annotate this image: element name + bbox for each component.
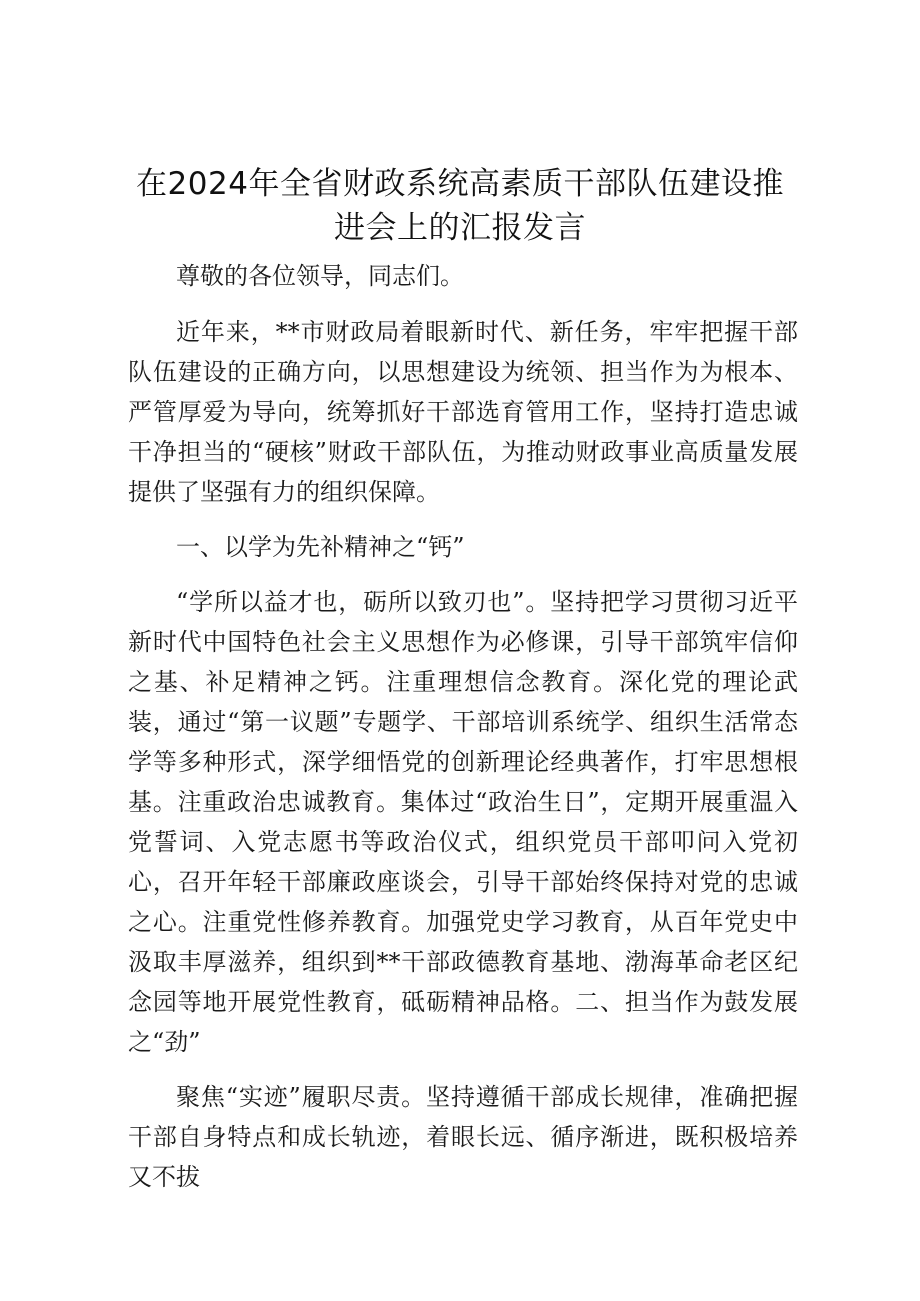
title-line-2: 进会上的汇报发言 bbox=[334, 210, 586, 246]
document-body bbox=[128, 256, 798, 1212]
section-1-paragraph: “学所以益才也，砺所以致刃也”。坚持把学习贯彻习近平新时代中国特色社会主义思想作为必修课，引导干部筑牢信仰之基、补足精神之钙。注重理想信念教育。深化党的理论武装，通过“第一议题”专题学、干部培训系统学、组织生活常态学等多种形式，深学细悟党的创新理论经典著作，打牢思想根基。注重政治忠诚教育。集体过“政治生日”，定期开展重温入党誓词、入党志愿书等政治仪式，组织党员干部叩问入党初心，召开年轻干部廉政座谈会，引导干部始终保持对党的忠诚之心。注重党性修养教育。加强党史学习教育，从百年党史中汲取丰厚滋养，组织到**干部政德教育基地、渤海革命老区纪念园等地开展党性教育，砥砺精神品格。二、担当作为鼓发展之“劲” bbox=[128, 588, 798, 1056]
section-2-paragraph: 聚焦“实迹”履职尽责。坚持遵循干部成长规律，准确把握干部自身特点和成长轨迹，着眼长远、循序渐进，既积极培养又不拔 bbox=[128, 1083, 798, 1191]
greeting-paragraph: 尊敬的各位领导，同志们。 bbox=[176, 262, 464, 290]
section-heading-1: 一、以学为先补精神之“钙” bbox=[176, 533, 465, 561]
document-title bbox=[120, 162, 800, 250]
title-line-1: 在2024年全省财政系统高素质干部队伍建设推 bbox=[136, 166, 784, 202]
intro-paragraph: 近年来，**市财政局着眼新时代、新任务，牢牢把握干部队伍建设的正确方向，以思想建设为统领、担当作为为根本、严管厚爱为导向，统筹抓好干部选育管用工作，坚持打造忠诚干净担当的“硬核”财政干部队伍，为推动财政事业高质量发展提供了坚强有力的组织保障。 bbox=[128, 318, 798, 506]
